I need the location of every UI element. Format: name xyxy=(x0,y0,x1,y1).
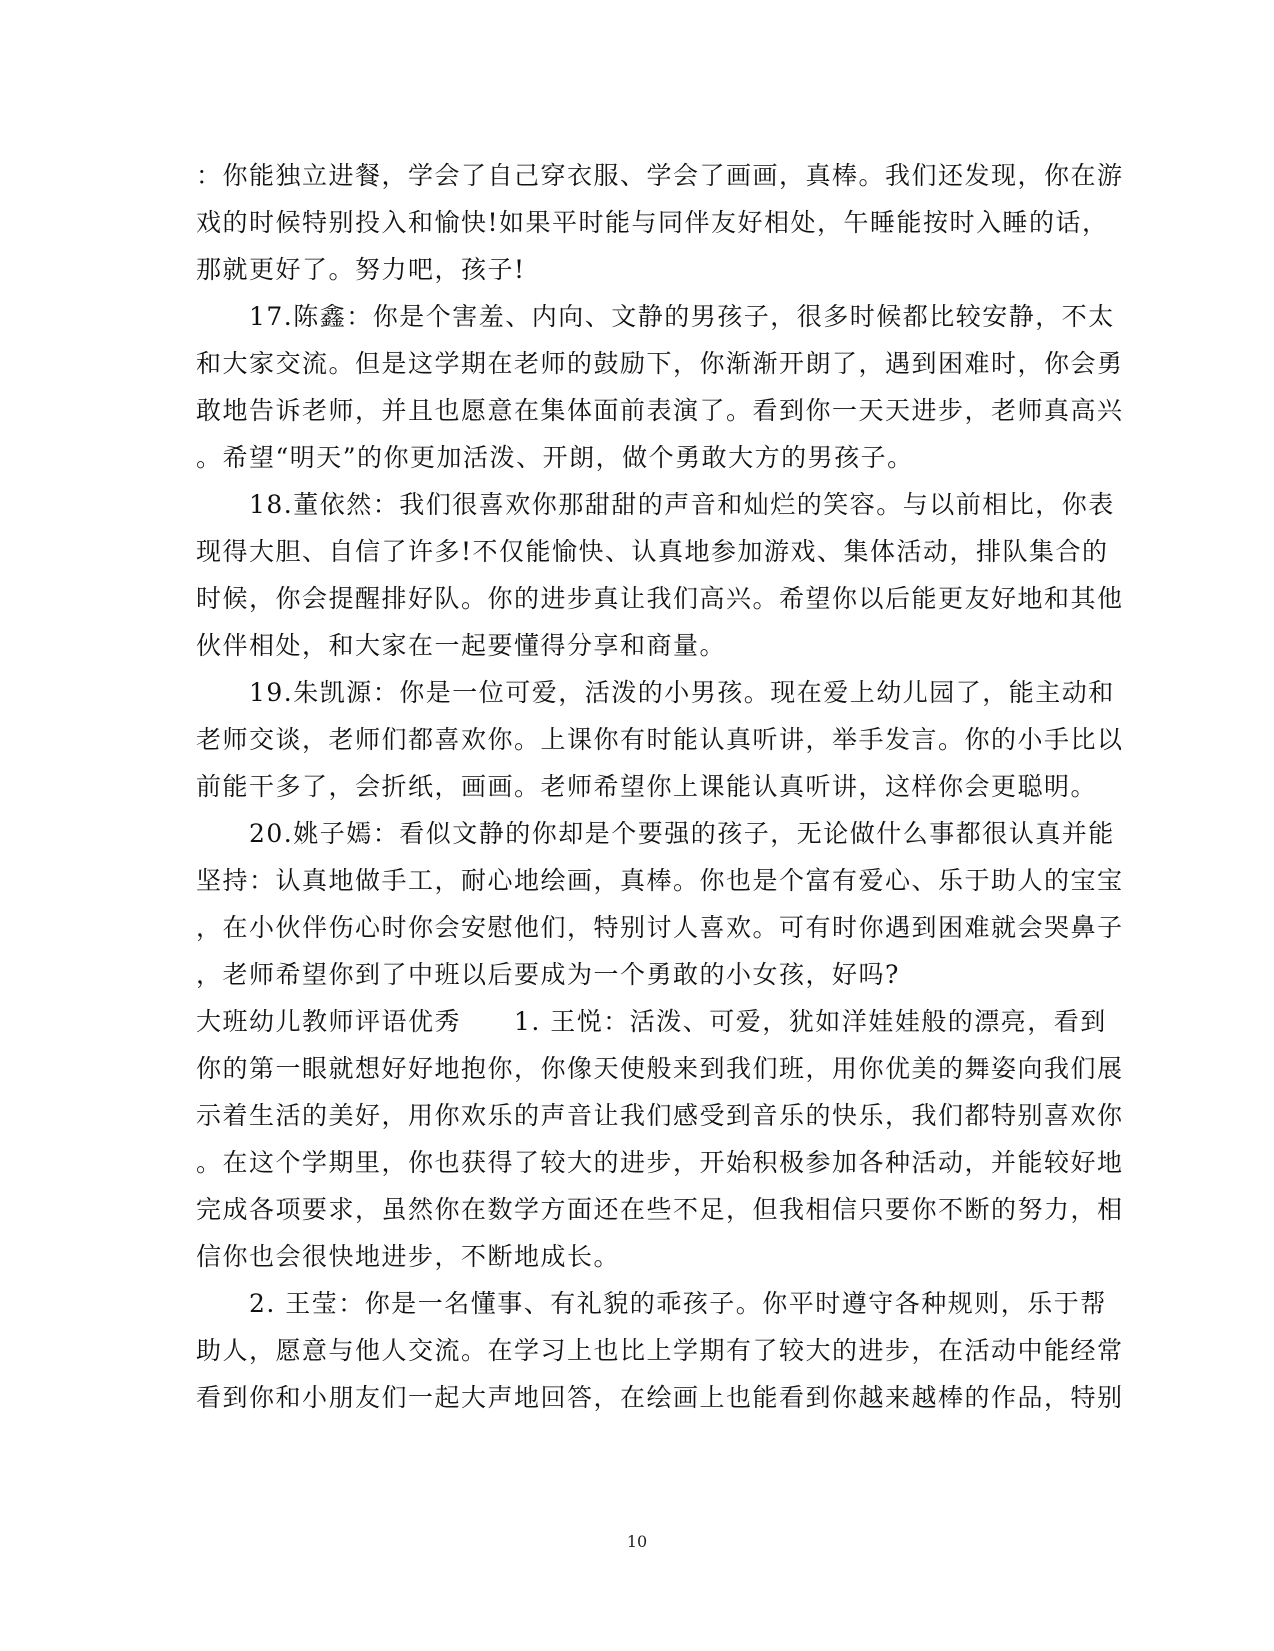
text-line: 伙伴相处，和大家在一起要懂得分享和商量。 xyxy=(196,631,727,660)
text-line: 完成各项要求，虽然你在数学方面还在些不足，但我相信只要你不断的努力，相 xyxy=(196,1195,1124,1224)
text-line: ，在小伙伴伤心时你会安慰他们，特别讨人喜欢。可有时你遇到困难就会哭鼻子 xyxy=(196,913,1124,942)
text-line: 20.姚子嫣：看似文静的你却是个要强的孩子，无论做什么事都很认真并能 xyxy=(196,819,1115,848)
text-line: 18.董依然：我们很喜欢你那甜甜的声音和灿烂的笑容。与以前相比，你表 xyxy=(196,490,1115,519)
page-number: 10 xyxy=(626,1532,648,1551)
text-line: 。希望“明天”的你更加活泼、开朗，做个勇敢大方的男孩子。 xyxy=(196,443,914,472)
text-line: ：你能独立进餐，学会了自己穿衣服、学会了画画，真棒。我们还发现，你在游 xyxy=(196,161,1124,190)
text-line: 看到你和小朋友们一起大声地回答，在绘画上也能看到你越来越棒的作品，特别 xyxy=(196,1383,1124,1412)
text-line: 那就更好了。努力吧，孩子! xyxy=(196,255,526,284)
text-line: 敢地告诉老师，并且也愿意在集体面前表演了。看到你一天天进步，老师真高兴 xyxy=(196,396,1124,425)
text-line: 19.朱凯源：你是一位可爱，活泼的小男孩。现在爱上幼儿园了，能主动和 xyxy=(196,678,1115,707)
text-line: 2. 王莹：你是一名懂事、有礼貌的乖孩子。你平时遵守各种规则，乐于帮 xyxy=(196,1289,1107,1318)
text-line: 时候，你会提醒排好队。你的进步真让我们高兴。希望你以后能更友好地和其他 xyxy=(196,584,1124,613)
text-line: 示着生活的美好，用你欢乐的声音让我们感受到音乐的快乐，我们都特别喜欢你 xyxy=(196,1101,1124,1130)
text-line: 助人，愿意与他人交流。在学习上也比上学期有了较大的进步，在活动中能经常 xyxy=(196,1336,1124,1365)
text-line: 17.陈鑫：你是个害羞、内向、文静的男孩子，很多时候都比较安静，不太 xyxy=(196,302,1115,331)
text-line: 老师交谈，老师们都喜欢你。上课你有时能认真听讲，举手发言。你的小手比以 xyxy=(196,725,1124,754)
text-line: 你的第一眼就想好好地抱你，你像天使般来到我们班，用你优美的舞姿向我们展 xyxy=(196,1054,1124,1083)
text-line: 前能干多了，会折纸，画画。老师希望你上课能认真听讲，这样你会更聪明。 xyxy=(196,772,1098,801)
text-line: 坚持：认真地做手工，耐心地绘画，真棒。你也是个富有爱心、乐于助人的宝宝 xyxy=(196,866,1124,895)
text-line: 信你也会很快地进步，不断地成长。 xyxy=(196,1242,621,1271)
body-text xyxy=(196,152,1124,1421)
text-line: 现得大胆、自信了许多!不仅能愉快、认真地参加游戏、集体活动，排队集合的 xyxy=(196,537,1109,566)
text-line: 。在这个学期里，你也获得了较大的进步，开始积极参加各种活动，并能较好地 xyxy=(196,1148,1124,1177)
text-line: ，老师希望你到了中班以后要成为一个勇敢的小女孩，好吗? xyxy=(196,960,900,989)
text-line: 大班幼儿教师评语优秀 1. 王悦：活泼、可爱，犹如洋娃娃般的漂亮，看到 xyxy=(196,1007,1107,1036)
text-line: 戏的时候特别投入和愉快!如果平时能与同伴友好相处，午睡能按时入睡的话， xyxy=(196,208,1109,237)
text-line: 和大家交流。但是这学期在老师的鼓励下，你渐渐开朗了，遇到困难时，你会勇 xyxy=(196,349,1124,378)
